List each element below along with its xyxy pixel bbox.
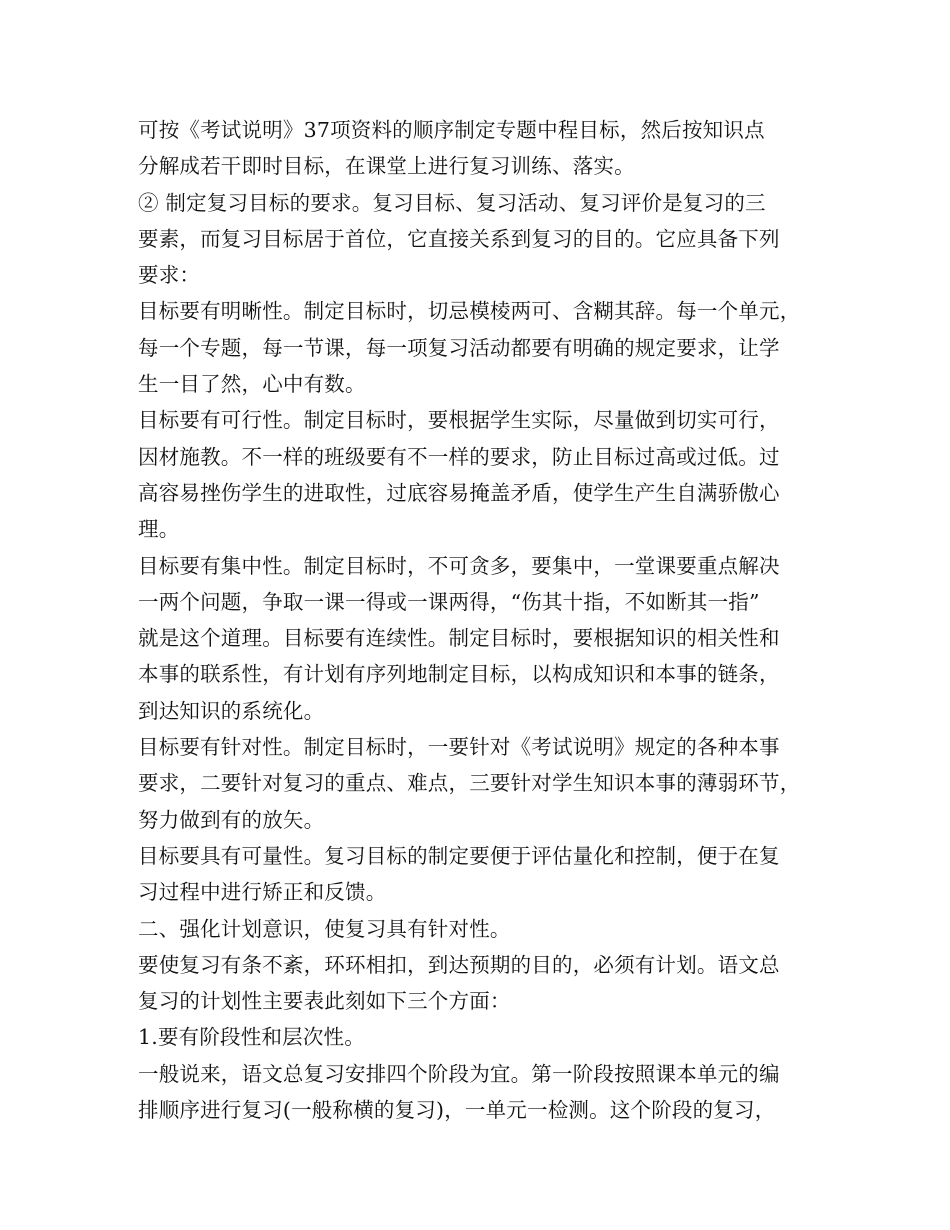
text-line: 目标要有可行性。制定目标时，要根据学生实际，尽量做到切实可行， — [138, 408, 780, 433]
text-line: 生一目了然，心中有数。 — [138, 372, 366, 397]
text-line: 每一个专题，每一节课，每一项复习活动都要有明确的规定要求，让学 — [138, 335, 780, 360]
text-line: 复习的计划性主要表此刻如下三个方面： — [138, 989, 511, 1014]
text-line: 高容易挫伤学生的进取性，过底容易掩盖矛盾，使学生产生自满骄傲心 — [138, 480, 780, 505]
text-line: 本事的联系性，有计划有序列地制定目标，以构成知识和本事的链条， — [138, 662, 780, 687]
text-line: 努力做到有的放矢。 — [138, 807, 325, 832]
text-line: 习过程中进行矫正和反馈。 — [138, 880, 387, 905]
text-line: 到达知识的系统化。 — [138, 698, 325, 723]
text-line: 就是这个道理。目标要有连续性。制定目标时，要根据知识的相关性和 — [138, 626, 780, 651]
text-line: 目标要具有可量性。复习目标的制定要便于评估量化和控制，便于在复 — [138, 843, 780, 868]
text-line: 要求： — [138, 263, 201, 288]
text-line: ② 制定复习目标的要求。复习目标、复习活动、复习评价是复习的三 — [138, 190, 766, 215]
text-line: 要素，而复习目标居于首位，它直接关系到复习的目的。它应具备下列 — [138, 226, 780, 251]
document-body — [138, 112, 828, 1128]
text-line: 目标要有集中性。制定目标时，不可贪多，要集中，一堂课要重点解决 — [138, 553, 780, 578]
text-line: 目标要有针对性。制定目标时，一要针对《考试说明》规定的各种本事 — [138, 735, 780, 760]
text-line: 因材施教。不一样的班级要有不一样的要求，防止目标过高或过低。过 — [138, 444, 780, 469]
text-line: 要使复习有条不紊，环环相扣，到达预期的目的，必须有计划。语文总 — [138, 952, 780, 977]
text-line: 分解成若干即时目标，在课堂上进行复习训练、落实。 — [138, 154, 635, 179]
text-line: 一两个问题，争取一课一得或一课两得，“伤其十指，不如断其一指” — [138, 589, 760, 614]
text-line: 目标要有明晰性。制定目标时，切忌模棱两可、含糊其辞。每一个单元， — [138, 299, 801, 324]
text-line: 排顺序进行复习(一般称横的复习)，一单元一检测。这个阶段的复习， — [138, 1098, 776, 1123]
text-line: 要求，二要针对复习的重点、难点，三要针对学生知识本事的薄弱环节， — [138, 771, 801, 796]
text-line: 可按《考试说明》37项资料的顺序制定专题中程目标，然后按知识点 — [138, 118, 765, 142]
section-heading: 二、强化计划意识，使复习具有针对性。 — [138, 916, 511, 941]
text-line: 一般说来，语文总复习安排四个阶段为宜。第一阶段按照课本单元的编 — [138, 1061, 780, 1086]
subsection-heading: 1.要有阶段性和层次性。 — [138, 1025, 365, 1050]
text-line: 理。 — [138, 517, 180, 542]
